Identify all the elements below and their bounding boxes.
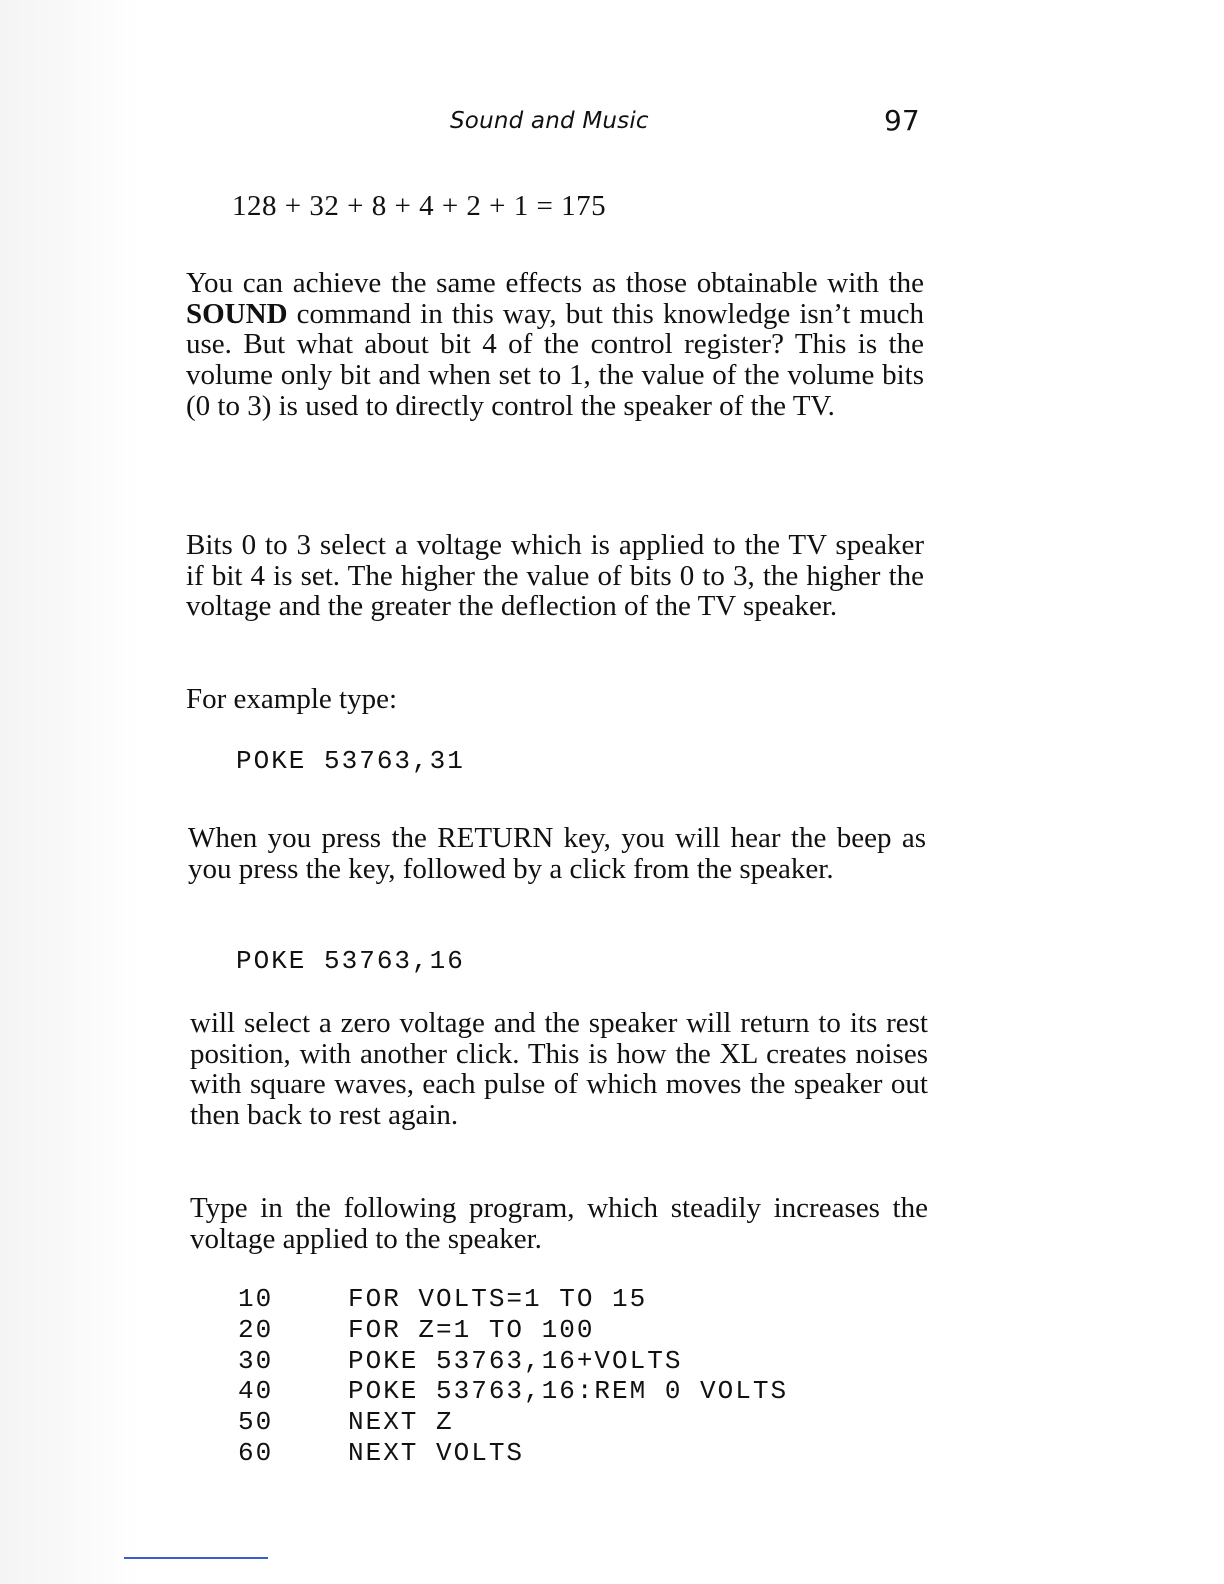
program-line [238, 1284, 788, 1315]
running-title: Sound and Music [450, 108, 649, 134]
line-number: 50 [238, 1407, 274, 1438]
code-poke-off: POKE 53763,16 [236, 946, 465, 976]
line-number: 10 [238, 1284, 274, 1314]
program-line [238, 1346, 788, 1377]
line-number: 30 [238, 1345, 274, 1376]
paragraph-example-intro: For example type: [186, 683, 398, 715]
statement: NEXT VOLTS [348, 1437, 525, 1468]
paragraph-program-intro: Type in the following program, which steadily increases the voltage applied to the speaker. [190, 1192, 928, 1255]
program-line [238, 1438, 788, 1469]
line-number: 60 [238, 1437, 274, 1468]
code-poke-on: POKE 53763,31 [236, 746, 465, 776]
paragraph-bits-voltage: Bits 0 to 3 select a voltage which is applied to the TV speaker if bit 4 is set. The higher the value of bits 0 to 3, the higher the voltage and the greater the deflection of the TV speaker. [186, 529, 924, 623]
paragraph-text: command in this way, but this knowledge isn’t much use. But what about bit 4 of the control register? This is the volume only bit and when set to 1, the value of the volume bits (0 to 3) is used to directly control the speaker of the TV. [186, 297, 924, 422]
line-number: 40 [238, 1376, 274, 1407]
page-number: 97 [884, 104, 920, 137]
page-gutter-shade [0, 0, 140, 1584]
paragraph-return-key: When you press the RETURN key, you will hear the beep as you press the key, followed by a click from the speaker. [188, 822, 926, 885]
paragraph-square-waves: will select a zero voltage and the speaker will return to its rest position, with another click. This is how the XL creates noises with square waves, each pulse of which moves the speaker out then back to rest again. [190, 1007, 928, 1132]
paragraph-sound-command [186, 268, 924, 422]
program-line [238, 1376, 788, 1407]
program-listing [238, 1284, 788, 1469]
statement: POKE 53763,16+VOLTS [348, 1345, 683, 1376]
statement: NEXT Z [348, 1407, 454, 1438]
program-line [238, 1315, 788, 1346]
statement: POKE 53763,16:REM 0 VOLTS [348, 1376, 789, 1407]
program-line [238, 1407, 788, 1438]
line-number: 20 [238, 1314, 274, 1345]
paragraph-text: You can achieve the same effects as those obtainable with the [186, 267, 924, 299]
equation: 128 + 32 + 8 + 4 + 2 + 1 = 175 [232, 190, 607, 222]
statement: FOR Z=1 TO 100 [348, 1314, 595, 1345]
statement: FOR VOLTS=1 TO 15 [348, 1284, 648, 1314]
sound-keyword: SOUND [186, 297, 288, 330]
footer-rule [124, 1557, 268, 1559]
